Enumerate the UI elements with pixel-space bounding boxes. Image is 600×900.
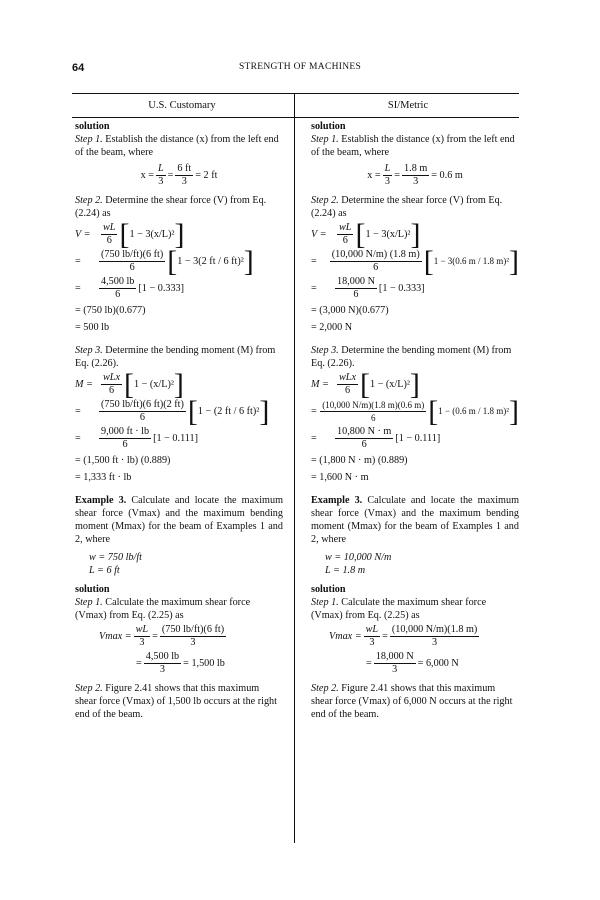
frac-num: wL <box>103 222 116 233</box>
frac-den: 6 <box>129 262 135 273</box>
frac-num: (10,000 N/m)(1.8 m) <box>391 624 478 635</box>
example-3-text <box>311 494 519 546</box>
step-1-text <box>311 133 519 159</box>
given-L: L = 6 ft <box>89 565 120 576</box>
eq-result: = 1,500 lb <box>183 658 225 669</box>
bracket-term: 1 − 3(x/L)² <box>365 229 411 240</box>
eq-V-product: = (750 lb)(0.677) <box>75 305 146 316</box>
frac-den: 6 <box>115 289 121 300</box>
frac-den: 3 <box>413 176 419 187</box>
step-label: Step 1. <box>75 134 103 145</box>
eq-V-product: = (3,000 N)(0.677) <box>311 305 389 316</box>
eq-Vmax-formula: Vmax = $\frac{wL}{3}$ = $\frac{(750 lb/ft)(6 ft)}{3}$ <box>99 624 225 648</box>
frac-num: L <box>157 163 164 174</box>
eq-result: = 2 ft <box>195 170 218 181</box>
step-body: Figure 2.41 shows that this maximum shear force (Vmax) of 6,000 N occurs at the right end of the beam. <box>311 683 513 720</box>
bracket-term: 1 − 3(2 ft / 6 ft)² <box>177 256 244 267</box>
step-label: Step 3. <box>311 345 339 356</box>
ex3-step-1-text <box>75 596 283 622</box>
column-title-si: SI/Metric <box>387 100 429 111</box>
running-title: STRENGTH OF MACHINES <box>238 62 362 72</box>
step-2-text <box>311 194 519 220</box>
frac-den: 6 <box>342 235 348 246</box>
eq-Vmax-formula: Vmax = $\frac{wL}{3}$ = $\frac{(10,000 N/m)(1.8 m)}{3}$ <box>329 624 478 648</box>
eq-x: x = $\frac{L}{3}$ = $\frac{6 ft}{3}$ = 2 ft <box>140 163 218 187</box>
step-1-text <box>75 133 283 159</box>
step-body: Determine the bending moment (M) from Eq. (2.26). <box>311 345 512 369</box>
frac-num: 1.8 m <box>404 163 428 174</box>
frac-num: 18,000 N <box>375 651 414 662</box>
given-w: w = 750 lb/ft <box>89 552 143 563</box>
given-w: w = 10,000 N/m <box>325 552 392 563</box>
example-3-text <box>75 494 283 546</box>
frac-den: 6 <box>353 289 359 300</box>
eq-rest: [1 − 0.111] <box>153 433 198 444</box>
frac-num: wLx <box>103 372 120 383</box>
eq-V-formula: V = $\frac{wL}{6}$ [ 1 − 3(x/L)² ] <box>75 217 185 251</box>
frac-den: 3 <box>181 176 187 187</box>
ex3-step-2-text <box>311 682 519 721</box>
frac-den: 3 <box>190 637 196 648</box>
solution-heading: solution <box>311 584 346 595</box>
frac-num: 4,500 lb <box>145 651 180 662</box>
frac-num: 9,000 ft · lb <box>101 426 150 437</box>
eq-M-substituted: = $\frac{(750 lb/ft)(6 ft)(2 ft)}{6}$ [ 1 − (2 ft / 6 ft)² ] <box>75 394 270 428</box>
step-2-text <box>75 194 283 220</box>
step-body: Establish the distance (x) from the left end of the beam, where <box>75 134 279 158</box>
eq-rest: [1 − 0.111] <box>395 433 441 444</box>
eq-lhs: x = <box>140 170 154 181</box>
frac-den: 6 <box>344 385 351 396</box>
frac-den: 6 <box>373 262 379 273</box>
eq-result: = 6,000 N <box>417 658 459 669</box>
bracket-term: 1 − 3(x/L)² <box>129 229 175 240</box>
eq-M-substituted: = $\frac{(10,000 N/m)(1.8 m)(0.6 m)}{6}$ [ 1 − (0.6 m / 1.8 m)² ] <box>311 394 519 428</box>
eq-M-formula: M = $\frac{\text{wLx}}{6}$ [ 1 − (x/L)² ] <box>75 367 184 401</box>
eq-lhs: M = <box>75 379 93 390</box>
step-body: Calculate the maximum shear force (Vmax) from Eq. (2.25) as <box>75 597 251 621</box>
eq-V-result: = 500 lb <box>75 322 110 333</box>
ex3-step-1-text <box>311 596 519 622</box>
eq-rest: [1 − 0.333] <box>138 283 185 294</box>
eq-M-product: = (1,800 N · m) (0.889) <box>311 455 408 466</box>
step-label: Step 1. <box>311 597 339 608</box>
step-body: Calculate the maximum shear force (Vmax) from Eq. (2.25) as <box>311 597 487 621</box>
step-body: Determine the bending moment (M) from Eq. (2.26). <box>75 345 276 369</box>
eq-x: x = $\frac{L}{3}$ = $\frac{1.8 m}{3}$ = 0.6 m <box>367 163 463 187</box>
frac-den: 3 <box>369 637 375 648</box>
eq-M-result: = 1,600 N · m <box>311 472 369 483</box>
step-label: Step 2. <box>75 195 103 206</box>
eq-result: = 0.6 m <box>431 170 463 181</box>
frac-num: wLx <box>339 372 356 383</box>
step-label: Step 2. <box>75 683 103 694</box>
bracket-term: 1 − (x/L)² <box>133 379 174 390</box>
frac-den: 6 <box>139 412 145 423</box>
example-body: Calculate and locate the maximum shear force (Vmax) and the maximum bending moment (Mmax) for the beam of Examples 1 and 2, where <box>311 495 519 545</box>
example-label: Example 3. <box>311 495 363 506</box>
frac-den: 3 <box>139 637 145 648</box>
eq-lhs: M = <box>311 379 329 390</box>
eq-lhs: Vmax = <box>329 631 362 642</box>
example-body: Calculate and locate the maximum shear force (Vmax) and the maximum bending moment (Mmax) for the beam of Examples 1 and 2, where <box>75 495 283 545</box>
frac-num: wL <box>339 222 352 233</box>
frac-num: (10,000 N/m)(1.8 m)(0.6 m) <box>322 400 425 410</box>
eq-Vmax-result: = $\frac{18,000 N}{3}$ = 6,000 N <box>366 651 459 675</box>
step-body: Establish the distance (x) from the left end of the beam, where <box>311 134 515 158</box>
frac-den: 3 <box>159 664 165 675</box>
step-body: Determine the shear force (V) from Eq. (2.24) as <box>311 195 503 219</box>
frac-num: 10,800 N · m <box>337 426 392 437</box>
frac-den: 6 <box>106 235 112 246</box>
example-label: Example 3. <box>75 495 127 506</box>
frac-num: (750 lb/ft)(6 ft) <box>101 249 164 260</box>
eq-lhs: x = <box>367 170 381 181</box>
frac-num: (10,000 N/m) (1.8 m) <box>331 249 420 260</box>
frac-den: 6 <box>361 439 367 450</box>
eq-M-step: = $\frac{9,000 ft \cdot lb}{6}$ [1 − 0.111] <box>75 426 198 450</box>
eq-V-substituted: = $\frac{(10,000 N/m) (1.8 m)}{6}$ [ 1 − 3(0.6 m / 1.8 m)² ] <box>311 244 519 278</box>
frac-den: 6 <box>108 385 115 396</box>
step-3-text <box>75 344 283 370</box>
frac-den: 6 <box>122 439 128 450</box>
frac-num: (750 lb/ft)(6 ft) <box>161 624 225 635</box>
frac-den: 3 <box>432 637 438 648</box>
eq-V-step: = $\frac{18,000 N}{6}$ [1 − 0.333] <box>311 276 425 300</box>
step-label: Step 1. <box>75 597 103 608</box>
frac-num: wL <box>135 624 149 635</box>
frac-num: 18,000 N <box>337 276 375 287</box>
header-rule <box>72 117 519 118</box>
step-label: Step 3. <box>75 345 103 356</box>
frac-den: 6 <box>370 413 376 423</box>
eq-V-result: = 2,000 N <box>311 322 353 333</box>
eq-rest: [1 − 0.333] <box>378 283 425 294</box>
step-label: Step 2. <box>311 195 339 206</box>
eq-lhs: V = <box>75 229 91 240</box>
eq-lhs: V = <box>311 229 327 240</box>
solution-heading: solution <box>75 121 110 132</box>
frac-den: 3 <box>384 176 390 187</box>
bracket-term: 1 − (0.6 m / 1.8 m)² <box>438 406 509 416</box>
solution-heading: solution <box>75 584 110 595</box>
si-metric-column <box>311 120 519 721</box>
page-number: 64 <box>72 62 85 74</box>
eq-M-formula: M = $\frac{\text{wLx}}{6}$ [ 1 − (x/L)² ] <box>311 367 420 401</box>
frac-den: 3 <box>158 176 164 187</box>
step-body: Determine the shear force (V) from Eq. (2.24) as <box>75 195 267 219</box>
eq-M-result: = 1,333 ft · lb <box>75 472 132 483</box>
eq-M-step: = $\frac{10,800 N \cdot m}{6}$ [1 − 0.111] <box>311 426 441 450</box>
frac-num: 4,500 lb <box>101 276 135 287</box>
frac-num: 6 ft <box>177 163 192 174</box>
eq-lhs: Vmax = <box>99 631 132 642</box>
given-L: L = 1.8 m <box>325 565 366 576</box>
step-body: Figure 2.41 shows that this maximum shear force (Vmax) of 1,500 lb occurs at the right end of the beam. <box>75 683 277 720</box>
bracket-term: 1 − (2 ft / 6 ft)² <box>197 406 260 417</box>
eq-V-substituted: = $\frac{(750 lb/ft)(6 ft)}{6}$ [ 1 − 3(2 ft / 6 ft)² ] <box>75 244 254 278</box>
step-label: Step 1. <box>311 134 339 145</box>
solution-heading: solution <box>311 121 346 132</box>
us-customary-column <box>75 120 283 721</box>
eq-Vmax-result: = $\frac{4,500 lb}{3}$ = 1,500 lb <box>136 651 225 675</box>
ex3-step-2-text <box>75 682 283 721</box>
column-divider <box>294 93 295 843</box>
frac-num: wL <box>365 624 379 635</box>
step-3-text <box>311 344 519 370</box>
bracket-term: 1 − (x/L)² <box>369 379 410 390</box>
top-rule <box>72 93 519 94</box>
bracket-term: 1 − 3(0.6 m / 1.8 m)² <box>433 256 509 266</box>
step-label: Step 2. <box>311 683 339 694</box>
frac-num: (750 lb/ft)(6 ft)(2 ft) <box>101 399 184 410</box>
frac-den: 3 <box>392 664 398 675</box>
column-title-us: U.S. Customary <box>148 100 216 111</box>
frac-num: L <box>384 163 391 174</box>
eq-M-product: = (1,500 ft · lb) (0.889) <box>75 455 171 466</box>
eq-V-step: = $\frac{4,500 lb}{6}$ [1 − 0.333] <box>75 276 185 300</box>
eq-V-formula: V = $\frac{wL}{6}$ [ 1 − 3(x/L)² ] <box>311 217 421 251</box>
